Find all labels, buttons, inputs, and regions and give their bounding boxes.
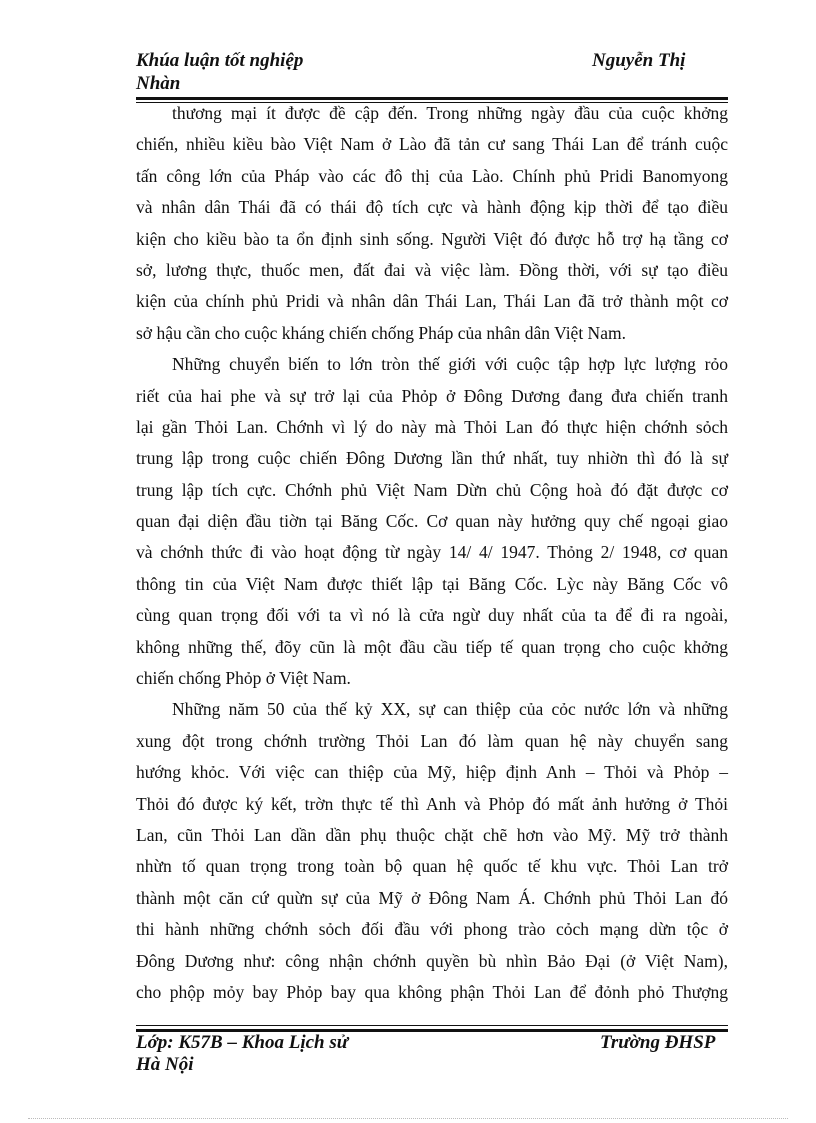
text-line: nhừn tố quan trọng trong toàn bộ quan hệ quốc tế khu vực. Thỏi Lan trở — [136, 856, 728, 877]
text-line: không những thế, đõy cũn là một đầu cầu tiếp tế quan trọng cho cuộc khởng — [136, 636, 728, 657]
footer-class-label: Lớp: K57B – Khoa Lịch sử — [136, 1032, 349, 1053]
footer-school-continuation: Hà Nội — [136, 1054, 194, 1075]
text-line: chiến chống Phỏp ở Việt Nam. — [136, 668, 351, 689]
text-line: thi hành những chớnh sỏch đối đầu với phong trào cỏch mạng dừn tộc ở — [136, 919, 728, 940]
text-line: riết của hai phe và sự trở lại của Phỏp ở Đông Dương đang đưa chiến tranh — [136, 385, 728, 406]
text-line: Thỏi đó được ký kết, trờn thực tế thì Anh và Phỏp đó mất ảnh hưởng ở Thỏi — [136, 793, 728, 814]
text-line: thương mại ít được đề cập đến. Trong những ngày đầu của cuộc khởng — [172, 103, 728, 123]
text-line: thành một căn cứ quừn sự của Mỹ ở Đông Nam Á. Chớnh phủ Thỏi Lan đó — [136, 887, 728, 908]
footer-rule-thin — [136, 1025, 728, 1026]
text-line: trung lập trong cuộc chiến Đông Dương lần thứ nhất, tuy nhiờn thì đó là sự — [136, 448, 728, 469]
text-line: sở hậu cần cho cuộc kháng chiến chống Pháp của nhân dân Việt Nam. — [136, 322, 626, 343]
text-line: thông tin của Việt Nam được thiết lập tại Băng Cốc. Lỳc này Băng Cốc vô — [136, 573, 728, 594]
text-line: hướng khỏc. Với việc can thiệp của Mỹ, hiệp định Anh – Thỏi và Phỏp – — [136, 762, 728, 783]
header-author-continuation: Nhàn — [136, 73, 181, 94]
text-line: chiến, nhiều kiều bào Việt Nam ở Lào đã tản cư sang Thái Lan để tránh cuộc — [136, 134, 728, 155]
text-line: Lan, cũn Thỏi Lan dần dần phụ thuộc chặt chẽ hơn vào Mỹ. Mỹ trở thành — [136, 824, 728, 845]
text-line: cho phộp mỏy bay Phỏp bay qua không phận Thỏi Lan để đỏnh phỏ Thượng — [136, 981, 728, 1002]
text-line: và chớnh thức đi vào hoạt động từ ngày 14/ 4/ 1947. Thỏng 2/ 1948, cơ quan — [136, 542, 728, 563]
text-line: và nhân dân Thái đã có thái độ tích cực và hành động kịp thời để tạo điều — [136, 197, 728, 218]
text-line: kiện cho kiều bào ta ổn định sinh sống. Người Việt đó được hỗ trợ hạ tầng cơ — [136, 228, 728, 249]
header-author-name: Nguyễn Thị — [592, 50, 686, 71]
text-line: Đông Dương như: công nhận chớnh quyền bù nhìn Bảo Đại (ở Việt Nam), — [136, 950, 728, 971]
text-line: Những năm 50 của thế kỷ XX, sự can thiệp của cỏc nước lớn và những — [172, 699, 728, 720]
text-line: kiện của chính phủ Pridi và nhân dân Thái Lan, Thái Lan đã trở thành một cơ — [136, 291, 728, 312]
text-line: lại gần Thỏi Lan. Chớnh vì lý do này mà Thỏi Lan đó thực hiện chớnh sỏch — [136, 416, 728, 437]
text-line: trung lập tích cực. Chớnh phủ Việt Nam Dừn chủ Cộng hoà đó đặt được cơ — [136, 479, 728, 500]
text-line: sở, lương thực, thuốc men, đất đai và việc làm. Đồng thời, với sự tạo điều — [136, 259, 728, 280]
header-thesis-title: Khúa luận tốt nghiệp — [136, 50, 304, 71]
text-line: Những chuyển biến to lớn tròn thế giới với cuộc tập hợp lực lượng rỏo — [172, 354, 728, 375]
body-text — [136, 98, 728, 1008]
text-line: cùng quan trọng đối với ta vì nó là cửa ngừ duy nhất của ta để đi ra ngoài, — [136, 605, 728, 626]
page-edge-dotted — [28, 1118, 788, 1119]
text-line: quan đại diện đầu tiờn tại Băng Cốc. Cơ quan này hưởng quy chế ngoại giao — [136, 511, 728, 532]
footer-school-label: Trường ĐHSP — [600, 1032, 716, 1053]
text-line: tấn công lớn của Pháp vào các đô thị của Lào. Chính phủ Pridi Banomyong — [136, 165, 728, 186]
text-line: xung đột trong chớnh trường Thỏi Lan đó làm quan hệ này chuyển sang — [136, 730, 728, 751]
